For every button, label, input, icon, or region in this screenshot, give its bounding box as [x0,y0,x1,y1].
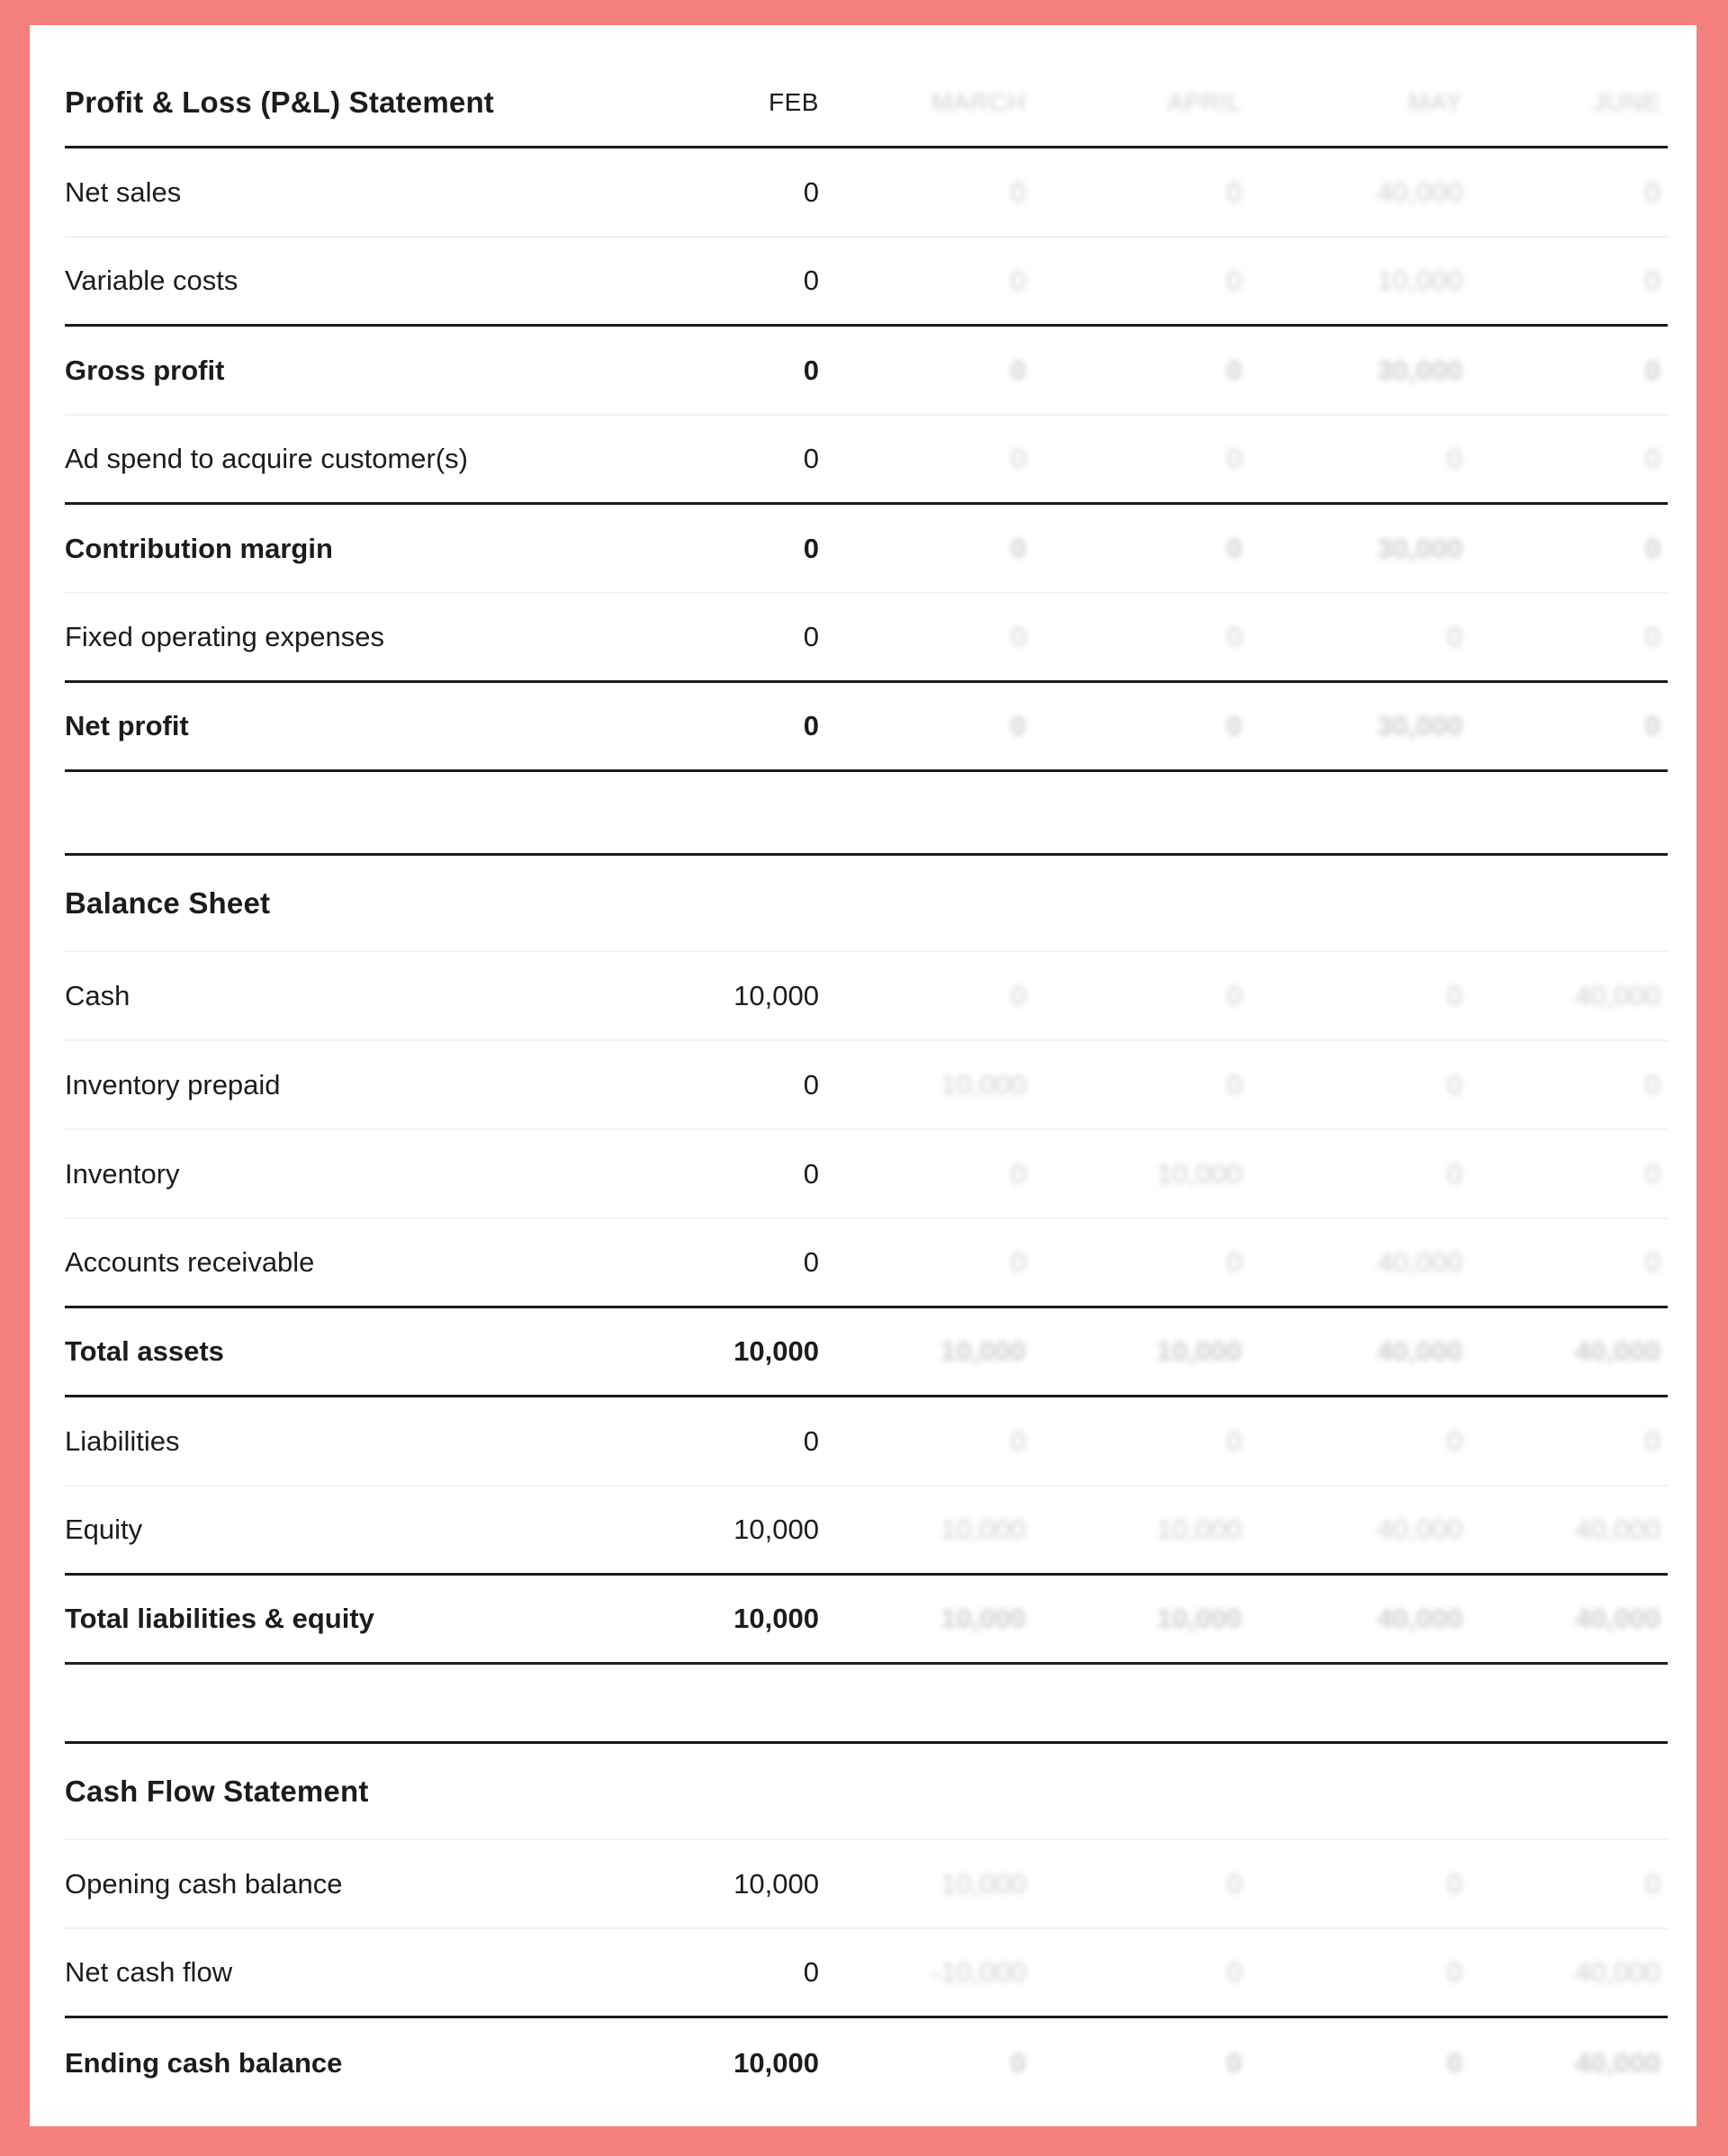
cell-may: 40,000 [1377,1514,1462,1545]
cell-march: 10,000 [940,1068,1026,1100]
row-contribution-margin [65,505,1668,594]
row-gross-profit [65,327,1668,416]
row-label: Fixed operating expenses [65,621,385,652]
row-inventory [65,1130,1668,1219]
cell-may: 30,000 [1377,354,1462,386]
cell-march: 0 [1010,175,1026,208]
cell-june: 0 [1644,1424,1660,1457]
cell-feb: 0 [803,265,819,296]
cell-april: 0 [1226,710,1242,741]
row-total-assets [65,1308,1668,1397]
cell-march: -10,000 [931,1956,1026,1988]
cell-may: 40,000 [1377,1335,1462,1367]
row-variable-costs [65,238,1668,327]
section-profit-loss-p-l-statement [65,25,1668,772]
cell-may: 0 [1446,443,1462,474]
cell-march: 0 [1010,354,1026,386]
column-header-march: MARCH [931,88,1026,116]
cell-may: 30,000 [1377,532,1462,564]
cell-feb: 10,000 [734,1867,819,1900]
cell-june: 0 [1644,175,1660,208]
row-accounts-receivable [65,1219,1668,1308]
section-title: Profit & Loss (P&L) Statement [65,85,495,119]
cell-feb: 0 [803,1246,819,1278]
row-ad-spend-to-acquire-customer-s [65,416,1668,505]
cell-march: 10,000 [940,1867,1026,1900]
cell-may: 0 [1446,979,1462,1011]
cell-april: 0 [1226,175,1242,208]
cell-april: 0 [1226,443,1242,474]
row-label: Equity [65,1514,143,1545]
cell-march: 10,000 [940,1335,1026,1367]
row-label: Variable costs [65,265,238,296]
row-equity [65,1487,1668,1576]
cell-april: 10,000 [1156,1335,1242,1367]
cell-april: 10,000 [1156,1157,1242,1190]
cell-may: 30,000 [1377,710,1462,741]
row-label: Total liabilities & equity [65,1603,374,1634]
row-label: Inventory prepaid [65,1068,281,1100]
cell-april: 0 [1226,979,1242,1011]
cell-june: 0 [1644,710,1660,741]
row-total-liabilities-equity [65,1576,1668,1665]
cell-may: 0 [1446,1068,1462,1100]
cell-march: 0 [1010,979,1026,1011]
row-label: Contribution margin [65,532,333,564]
row-net-sales [65,148,1668,238]
cell-feb: 0 [803,532,819,564]
row-label: Gross profit [65,354,225,386]
cell-june: 0 [1644,1246,1660,1278]
row-ending-cash-balance [65,2018,1668,2107]
cell-april: 0 [1226,1424,1242,1457]
cell-march: 0 [1010,1157,1026,1190]
section-header-row [65,853,1668,952]
cell-june: 40,000 [1575,979,1660,1011]
section-gap [65,772,1668,853]
cell-may: 0 [1446,1424,1462,1457]
cell-april: 0 [1226,2046,1242,2079]
cell-june: 40,000 [1575,2046,1660,2079]
cell-june: 0 [1644,265,1660,296]
row-label: Liabilities [65,1424,180,1457]
cell-march: 0 [1010,265,1026,296]
cell-june: 40,000 [1575,1514,1660,1545]
cell-april: 0 [1226,532,1242,564]
column-header-june: JUNE [1592,88,1660,116]
row-opening-cash-balance [65,1840,1668,1929]
cell-april: 0 [1226,1246,1242,1278]
row-fixed-operating-expenses [65,594,1668,683]
column-header-may: MAY [1408,88,1462,116]
cell-may: 0 [1446,1157,1462,1190]
section-cash-flow-statement [65,1741,1668,2107]
row-net-profit [65,683,1668,772]
financial-statement-sheet [30,25,1696,2126]
cell-april: 0 [1226,1068,1242,1100]
cell-feb: 0 [803,1956,819,1988]
row-label: Ad spend to acquire customer(s) [65,443,468,474]
cell-june: 0 [1644,1157,1660,1190]
cell-may: 40,000 [1377,1603,1462,1634]
row-label: Total assets [65,1335,224,1367]
section-title: Balance Sheet [65,885,271,920]
cell-feb: 10,000 [734,1603,819,1634]
cell-april: 10,000 [1156,1603,1242,1634]
section-header-row [65,1741,1668,1840]
cell-feb: 0 [803,175,819,208]
section-title: Cash Flow Statement [65,1774,369,1808]
row-cash [65,952,1668,1041]
cell-march: 10,000 [940,1514,1026,1545]
cell-march: 0 [1010,1246,1026,1278]
cell-april: 0 [1226,621,1242,652]
cell-may: 40,000 [1377,1246,1462,1278]
column-header-feb: FEB [769,88,819,116]
row-label: Cash [65,979,130,1011]
cell-june: 0 [1644,1867,1660,1900]
cell-march: 0 [1010,532,1026,564]
cell-june: 0 [1644,354,1660,386]
cell-april: 10,000 [1156,1514,1242,1545]
cell-march: 10,000 [940,1603,1026,1634]
section-header-row [65,25,1668,148]
cell-march: 0 [1010,710,1026,741]
cell-april: 0 [1226,354,1242,386]
cell-may: 0 [1446,621,1462,652]
cell-feb: 0 [803,443,819,474]
row-label: Net cash flow [65,1956,233,1988]
row-label: Opening cash balance [65,1867,343,1900]
cell-feb: 10,000 [734,979,819,1011]
cell-april: 0 [1226,1956,1242,1988]
row-label: Net profit [65,710,189,741]
cell-may: 0 [1446,1956,1462,1988]
cell-june: 40,000 [1575,1603,1660,1634]
cell-april: 0 [1226,265,1242,296]
row-label: Inventory [65,1157,180,1190]
cell-may: 40,000 [1377,175,1462,208]
cell-feb: 0 [803,710,819,741]
cell-june: 0 [1644,621,1660,652]
cell-march: 0 [1010,443,1026,474]
section-balance-sheet [65,853,1668,1665]
row-net-cash-flow [65,1929,1668,2018]
cell-feb: 0 [803,1157,819,1190]
row-label: Ending cash balance [65,2046,343,2079]
cell-march: 0 [1010,1424,1026,1457]
cell-may: 0 [1446,1867,1462,1900]
row-liabilities [65,1397,1668,1487]
cell-feb: 10,000 [734,1335,819,1367]
cell-march: 0 [1010,2046,1026,2079]
cell-june: 40,000 [1575,1956,1660,1988]
cell-june: 0 [1644,532,1660,564]
cell-april: 0 [1226,1867,1242,1900]
cell-feb: 0 [803,354,819,386]
cell-feb: 10,000 [734,2046,819,2079]
cell-may: 10,000 [1377,265,1462,296]
cell-march: 0 [1010,621,1026,652]
column-header-april: APRIL [1166,88,1242,116]
cell-feb: 0 [803,1068,819,1100]
cell-feb: 0 [803,621,819,652]
cell-june: 0 [1644,443,1660,474]
cell-may: 0 [1446,2046,1462,2079]
statement-sections [65,25,1668,2107]
cell-feb: 10,000 [734,1514,819,1545]
row-label: Accounts receivable [65,1246,315,1278]
cell-june: 40,000 [1575,1335,1660,1367]
row-inventory-prepaid [65,1041,1668,1130]
cell-feb: 0 [803,1424,819,1457]
cell-june: 0 [1644,1068,1660,1100]
row-label: Net sales [65,175,182,208]
section-gap [65,1665,1668,1741]
